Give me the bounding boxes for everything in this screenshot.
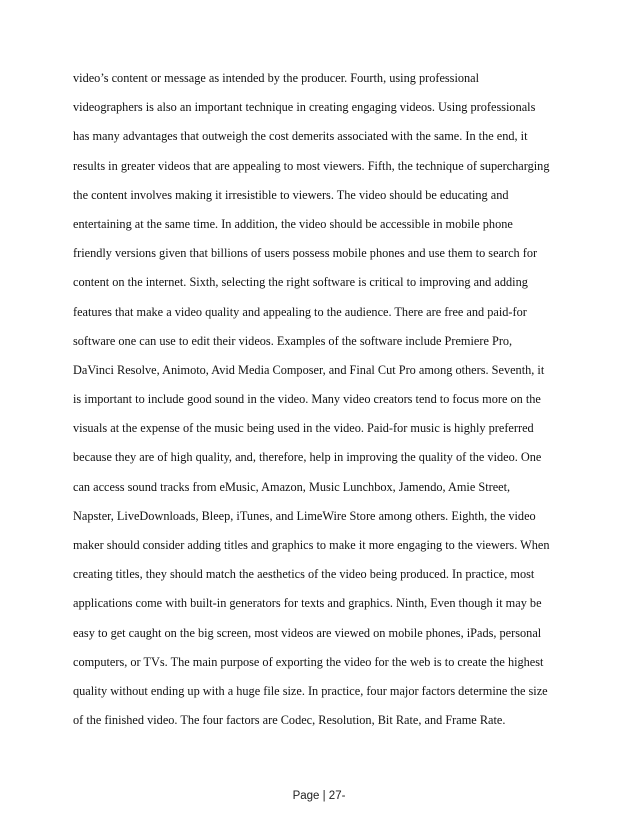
text-line: Napster, LiveDownloads, Bleep, iTunes, and LimeWire Store among others. Eighth, the video: [73, 508, 536, 523]
text-line: computers, or TVs. The main purpose of exporting the video for the web is to create the highest: [73, 654, 544, 669]
text-line: software one can use to edit their videos. Examples of the software include Premiere Pro,: [73, 333, 513, 348]
text-line: video’s content or message as intended by the producer. Fourth, using professional: [73, 71, 480, 85]
text-line: applications come with built-in generators for texts and graphics. Ninth, Even though it may be: [73, 596, 542, 611]
text-line: entertaining at the same time. In addition, the video should be accessible in mobile phone: [73, 216, 513, 231]
text-line: friendly versions given that billions of users possess mobile phones and use them to search for: [73, 246, 538, 261]
text-line: features that make a video quality and appealing to the audience. There are free and paid-for: [73, 304, 527, 319]
text-line: the content involves making it irresistible to viewers. The video should be educating and: [73, 187, 509, 202]
text-line: content on the internet. Sixth, selecting the right software is critical to improving and adding: [73, 275, 528, 290]
text-line: can access sound tracks from eMusic, Amazon, Music Lunchbox, Jamendo, Amie Street,: [73, 479, 511, 494]
text-line: has many advantages that outweigh the cost demerits associated with the same. In the end, it: [73, 129, 528, 144]
text-line: DaVinci Resolve, Animoto, Avid Media Composer, and Final Cut Pro among others. Seventh, it: [73, 362, 545, 377]
text-line: creating titles, they should match the aesthetics of the video being produced. In practice, most: [73, 567, 535, 582]
text-line: videographers is also an important technique in creating engaging videos. Using professionals: [73, 100, 536, 115]
text-line: maker should consider adding titles and graphics to make it more engaging to the viewers. When: [73, 538, 550, 552]
text-line: quality without ending up with a huge file size. In practice, four major factors determine the size: [73, 683, 548, 698]
body-paragraph: [73, 64, 573, 735]
text-line: because they are of high quality, and, therefore, help in improving the quality of the video. One: [73, 450, 542, 465]
text-line: is important to include good sound in the video. Many video creators tend to focus more on the: [73, 392, 541, 407]
text-line: visuals at the expense of the music being used in the video. Paid-for music is highly preferred: [73, 421, 534, 436]
text-line: easy to get caught on the big screen, most videos are viewed on mobile phones, iPads, personal: [73, 625, 542, 640]
text-line: of the finished video. The four factors are Codec, Resolution, Bit Rate, and Frame Rate.: [73, 713, 506, 728]
text-line: results in greater videos that are appealing to most viewers. Fifth, the technique of supercharging: [73, 158, 550, 173]
page-number-footer: Page | 27-: [292, 790, 346, 802]
